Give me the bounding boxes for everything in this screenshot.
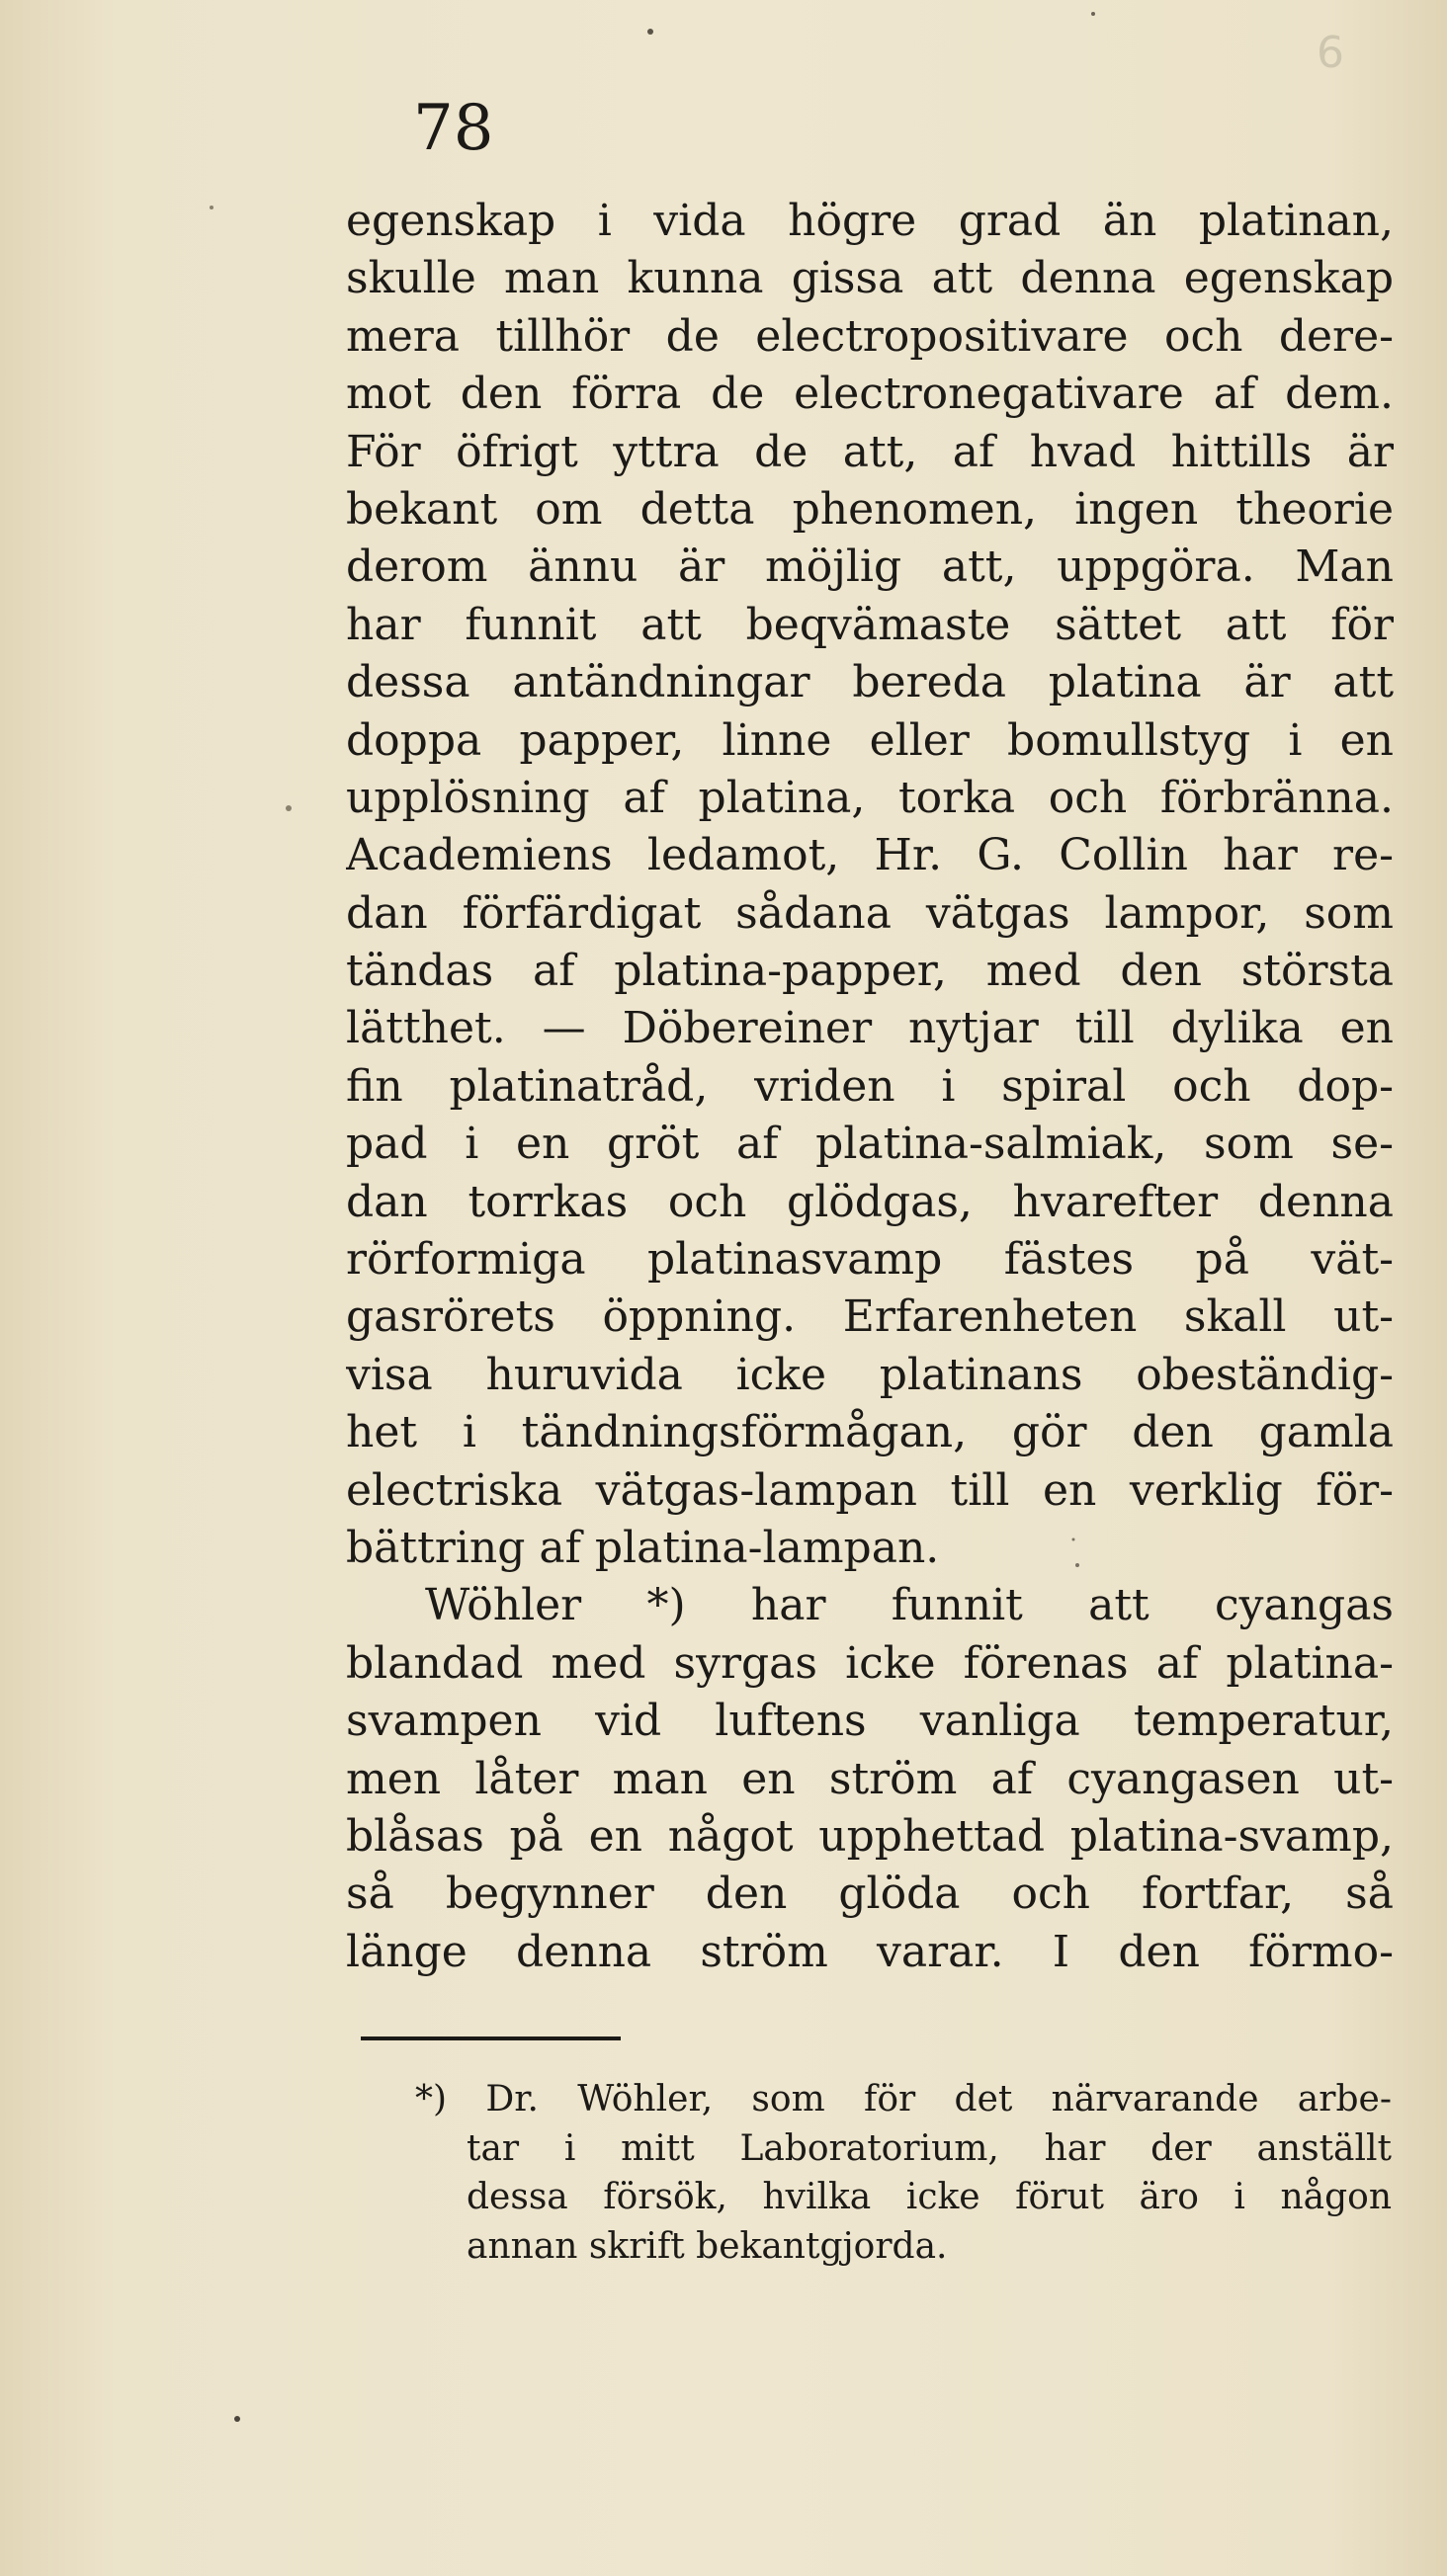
text-line: har funnit att beqvämaste sättet att för	[346, 599, 1394, 650]
footnote-line: tar i mitt Laboratorium, har der anställt	[467, 2127, 1392, 2169]
text-line: rörformiga platinasvamp fästes på vät-	[346, 1234, 1394, 1286]
page-number: 78	[413, 92, 494, 165]
text-line: mera tillhör de electropositivare och dere-	[346, 310, 1394, 362]
text-line: blåsas på en något upphettad platina-svamp,	[346, 1810, 1394, 1862]
paragraph-start-line: Wöhler *) har funnit att cyangas	[425, 1580, 1394, 1631]
footnote-line: dessa försök, hvilka icke förut äro i någon	[467, 2177, 1392, 2217]
footnote-line: *) Dr. Wöhler, som för det närvarande arbe-	[415, 2079, 1392, 2119]
text-line: Academiens ledamot, Hr. G. Collin har re-	[346, 830, 1394, 881]
text-line: bekant om detta phenomen, ingen theorie	[346, 483, 1394, 535]
text-line: pad i en gröt af platina-salmiak, som se-	[346, 1119, 1394, 1170]
footnote	[415, 2075, 1392, 2271]
text-line: gasrörets öppning. Erfarenheten skall ut-	[346, 1291, 1394, 1343]
text-line: så begynner den glöda och fortfar, så	[346, 1869, 1394, 1920]
text-line: derom ännu är möjlig att, uppgöra. Man	[346, 541, 1394, 593]
text-line: tändas af platina-papper, med den största	[346, 946, 1394, 997]
text-line: doppa papper, linne eller bomullstyg i en	[346, 714, 1394, 766]
paragraph-end-line: bättring af platina-lampan.	[346, 1522, 940, 1573]
text-line: skulle man kunna gissa att denna egenskap	[346, 253, 1394, 304]
text-line: men låter man en ström af cyangasen ut-	[346, 1753, 1394, 1804]
text-line: fin platinatråd, vriden i spiral och dop-	[346, 1060, 1394, 1112]
footnote-rule	[361, 2036, 621, 2040]
footnote-line: annan skrift bekantgjorda.	[467, 2225, 948, 2267]
text-line: electriska vätgas-lampan till en verklig för-	[346, 1464, 1394, 1516]
text-line: mot den förra de electronegativare af dem.	[346, 369, 1394, 420]
text-line: het i tändningsförmågan, gör den gamla	[346, 1407, 1394, 1458]
text-line: dan förfärdigat sådana vätgas lampor, som	[346, 887, 1394, 939]
text-line: dessa antändningar bereda platina är att	[346, 657, 1394, 708]
body-text	[346, 193, 1394, 1981]
text-line: För öfrigt yttra de att, af hvad hittills är	[346, 426, 1394, 477]
text-line: visa huruvida icke platinans obeständig-	[346, 1349, 1394, 1400]
text-line: blandad med syrgas icke förenas af platina-	[346, 1637, 1394, 1689]
text-line: upplösning af platina, torka och förbränna.	[346, 772, 1394, 823]
text-line: lätthet. — Döbereiner nytjar till dylika en	[346, 1003, 1394, 1054]
corner-pencil-mark: 6	[1317, 28, 1344, 78]
text-line: egenskap i vida högre grad än platinan,	[346, 196, 1394, 246]
text-line: länge denna ström varar. I den förmo-	[346, 1926, 1394, 1977]
text-line: svampen vid luftens vanliga temperatur,	[346, 1696, 1394, 1747]
text-line: dan torrkas och glödgas, hvarefter denna	[346, 1176, 1394, 1227]
